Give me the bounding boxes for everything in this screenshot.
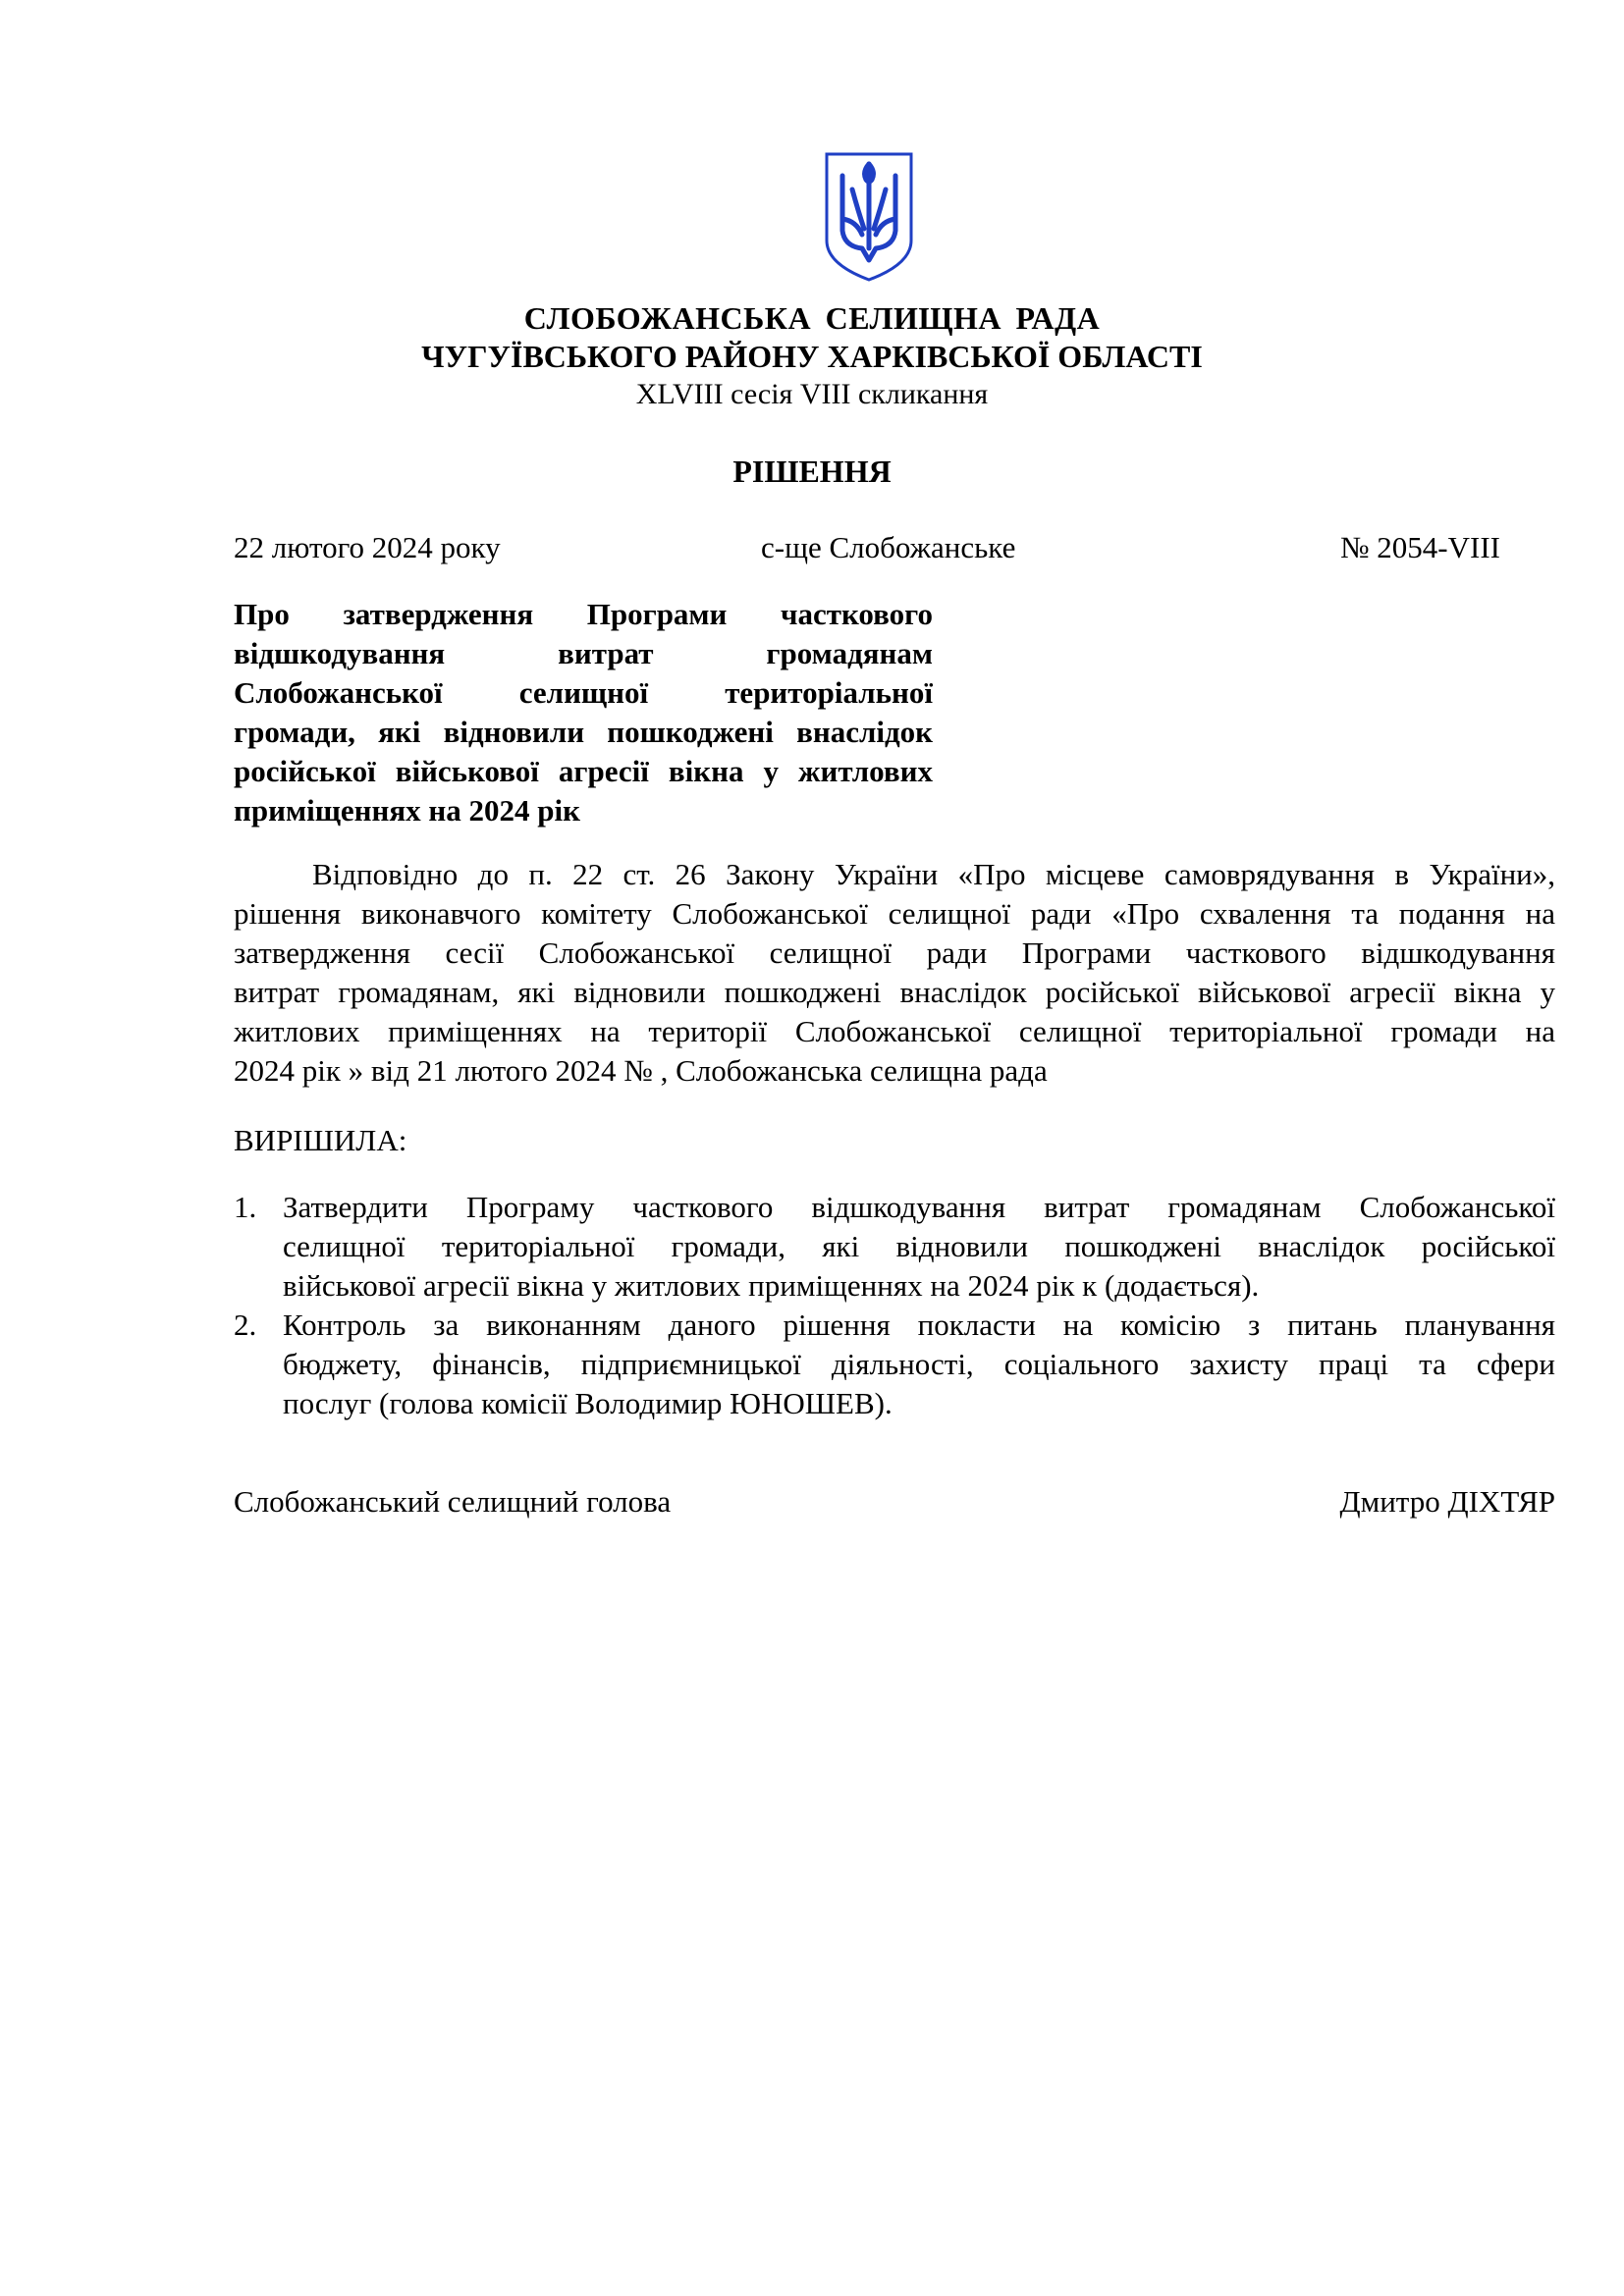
subject-line: громади, які відновили пошкоджені внаслідок <box>234 715 933 749</box>
list-item <box>234 1188 1555 1306</box>
item-line: бюджету, фінансів, підприємницької діяльності, соціального захисту праці та сфери <box>283 1347 1555 1381</box>
item-line: військової агресії вікна у житлових приміщеннях на 2024 рік к (додається). <box>283 1268 1260 1303</box>
preamble-line: рішення виконавчого комітету Слобожанської селищної ради «Про схвалення та подання на <box>234 896 1555 931</box>
decision-items <box>234 1188 1555 1423</box>
council-name: СЛОБОЖАНСЬКА СЕЛИЩНА РАДА <box>523 300 1101 336</box>
subject-line: приміщеннях на 2024 рік <box>234 793 580 828</box>
subject-line: відшкодування витрат громадянам <box>234 636 933 670</box>
document-type: РІШЕННЯ <box>732 454 892 489</box>
item-line: селищної територіальної громади, які відновили пошкоджені внаслідок російської <box>283 1229 1555 1263</box>
item-number: 1. <box>234 1190 257 1224</box>
item-line: Контроль за виконанням даного рішення покласти на комісію з питань планування <box>283 1308 1555 1342</box>
item-line: послуг (голова комісії Володимир ЮНОШЕВ). <box>283 1386 893 1420</box>
district-name: ЧУГУЇВСЬКОГО РАЙОНУ ХАРКІВСЬКОЇ ОБЛАСТІ <box>421 339 1203 374</box>
preamble-line: витрат громадянам, які відновили пошкоджені внаслідок російської військової агресії вікна у <box>234 975 1555 1009</box>
preamble-paragraph <box>234 855 1555 1091</box>
item-line: Затвердити Програму часткового відшкодування витрат громадянам Слобожанської <box>283 1190 1555 1224</box>
signatory-name: Дмитро ДІХТЯР <box>1339 1484 1555 1519</box>
preamble-line: житлових приміщеннях на території Слобожанської селищної територіальної громади на <box>234 1014 1555 1048</box>
ukraine-coat-of-arms-icon <box>823 150 915 284</box>
preamble-line: 2024 рік » від 21 лютого 2024 № , Слобожанська селищна рада <box>234 1053 1048 1088</box>
subject-line: Про затвердження Програми часткового <box>234 597 933 631</box>
preamble-line: Відповідно до п. 22 ст. 26 Закону України «Про місцеве самоврядування в України», <box>312 857 1555 891</box>
preamble-line: затвердження сесії Слобожанської селищної ради Програми часткового відшкодування <box>234 935 1555 970</box>
decision-place: с-ще Слобожанське <box>761 530 1016 564</box>
subject-line: російської військової агресії вікна у житлових <box>234 754 933 788</box>
list-item <box>234 1306 1555 1423</box>
decision-subject <box>234 595 933 830</box>
decided-heading: ВИРІШИЛА: <box>234 1123 407 1157</box>
item-number: 2. <box>234 1308 257 1342</box>
decision-date: 22 лютого 2024 року <box>234 530 501 564</box>
signatory-title: Слобожанський селищний голова <box>234 1484 672 1519</box>
decision-number: № 2054-VIII <box>1339 530 1500 564</box>
subject-line: Слобожанської селищної територіальної <box>234 675 933 710</box>
session-info: XLVIII сесія VIII скликання <box>635 378 989 410</box>
